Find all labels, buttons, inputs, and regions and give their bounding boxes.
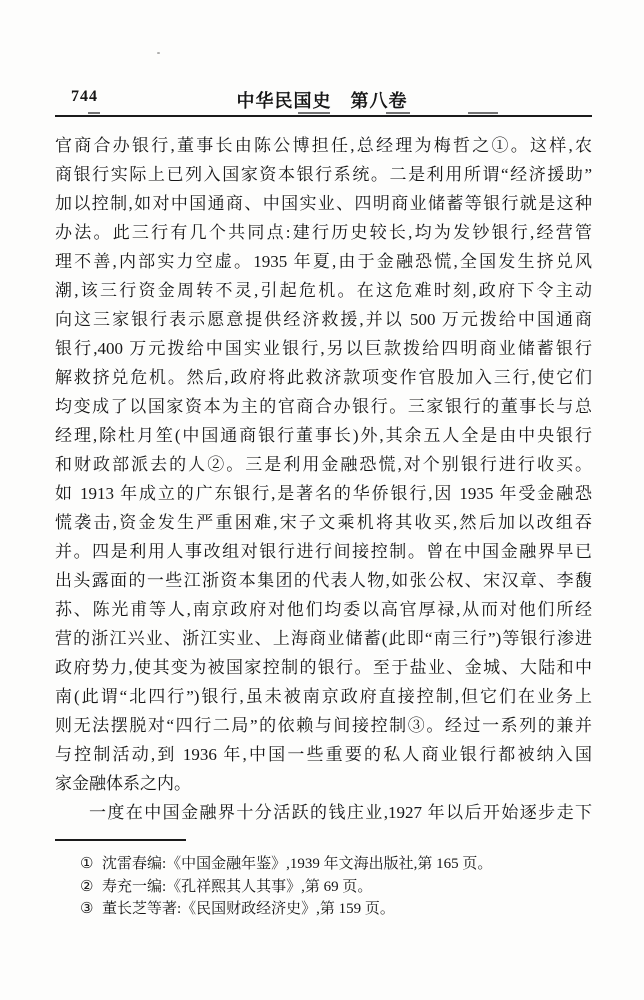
body-line: 和财政部派去的人②。三是利用金融恐慌,对个别银行进行收买。 [55, 455, 592, 474]
body-line: 出头露面的一些江浙资本集团的代表人物,如张公权、宋汉章、李馥 [55, 571, 592, 590]
footnote-text: 寿充一编:《孔祥熙其人其事》,第 69 页。 [102, 878, 373, 895]
body-line: 潮,该三行资金周转不灵,引起危机。在这危难时刻,政府下令主动 [55, 281, 592, 300]
footnote-separator-rule [55, 839, 186, 841]
footnote-item [55, 898, 592, 921]
scan-artifact [468, 112, 498, 114]
scan-artifact [298, 112, 330, 114]
body-line: 理不善,内部实力空虚。1935 年夏,由于金融恐慌,全国发生挤兑风 [55, 252, 592, 271]
footnote-marker: ② [80, 878, 94, 895]
body-line: 商银行实际上已列入国家资本银行系统。二是利用所谓“经济援助” [55, 165, 592, 184]
body-line: 慌袭击,资金发生严重困难,宋子文乘机将其收买,然后加以改组吞 [55, 513, 592, 532]
footnote-text: 沈雷春编:《中国金融年鉴》,1939 年文海出版社,第 165 页。 [102, 856, 493, 872]
scan-artifact [386, 112, 410, 114]
scan-artifact [88, 112, 100, 114]
body-line: 则无法摆脱对“四行二局”的依赖与间接控制③。经过一系列的兼并 [55, 716, 592, 735]
body-line: 荪、陈光甫等人,南京政府对他们均委以高官厚禄,从而对他们所经 [55, 600, 592, 619]
footnote-marker: ③ [80, 901, 94, 917]
body-line: 解救挤兑危机。然后,政府将此救济款项变作官股加入三行,使它们 [55, 368, 592, 387]
page-number: 744 [71, 88, 98, 105]
body-line: 加以控制,如对中国通商、中国实业、四明商业储蓄等银行就是这种 [55, 194, 592, 213]
running-head-title: 中华民国史 第八卷 [236, 91, 408, 111]
body-line: 如 1913 年成立的广东银行,是著名的华侨银行,因 1935 年受金融恐 [55, 484, 592, 503]
body-line: 办法。此三行有几个共同点:建行历史较长,均为发钞银行,经营管 [55, 223, 592, 242]
body-text [55, 131, 592, 827]
body-line: 经理,除杜月笙(中国通商银行董事长)外,其余五人全是由中央银行 [55, 426, 592, 445]
body-line: 均变成了以国家资本为主的官商合办银行。三家银行的董事长与总 [55, 397, 592, 416]
body-line: 营的浙江兴业、浙江实业、上海商业储蓄(此即“南三行”)等银行渗进 [55, 629, 592, 648]
body-line: 并。四是利用人事改组对银行进行间接控制。曾在中国金融界早已 [55, 542, 592, 561]
body-line: 银行,400 万元拨给中国实业银行,另以巨款拨给四明商业储蓄银行 [55, 339, 592, 358]
scan-speck [157, 52, 160, 54]
body-line: 南(此谓“北四行”)银行,虽未被南京政府直接控制,但它们在业务上 [55, 687, 592, 706]
body-line: 与控制活动,到 1936 年,中国一些重要的私人商业银行都被纳入国 [55, 745, 592, 764]
body-line-paragraph-end: 家金融体系之内。 [55, 774, 191, 793]
footnote-marker: ① [80, 856, 94, 872]
footnote-item [55, 853, 592, 876]
body-line: 政府势力,使其变为被国家控制的银行。至于盐业、金城、大陆和中 [55, 658, 592, 677]
header-rule [55, 115, 592, 117]
body-line: 向这三家银行表示愿意提供经济救援,并以 500 万元拨给中国通商 [55, 310, 592, 329]
footnote-item [55, 876, 592, 899]
body-line: 官商合办银行,董事长由陈公博担任,总经理为梅哲之①。这样,农 [55, 136, 592, 155]
body-line-paragraph-start: 一度在中国金融界十分活跃的钱庄业,1927 年以后开始逐步走下 [89, 803, 592, 822]
footnotes [55, 853, 592, 921]
footnote-text: 董长芝等著:《民国财政经济史》,第 159 页。 [102, 901, 395, 917]
